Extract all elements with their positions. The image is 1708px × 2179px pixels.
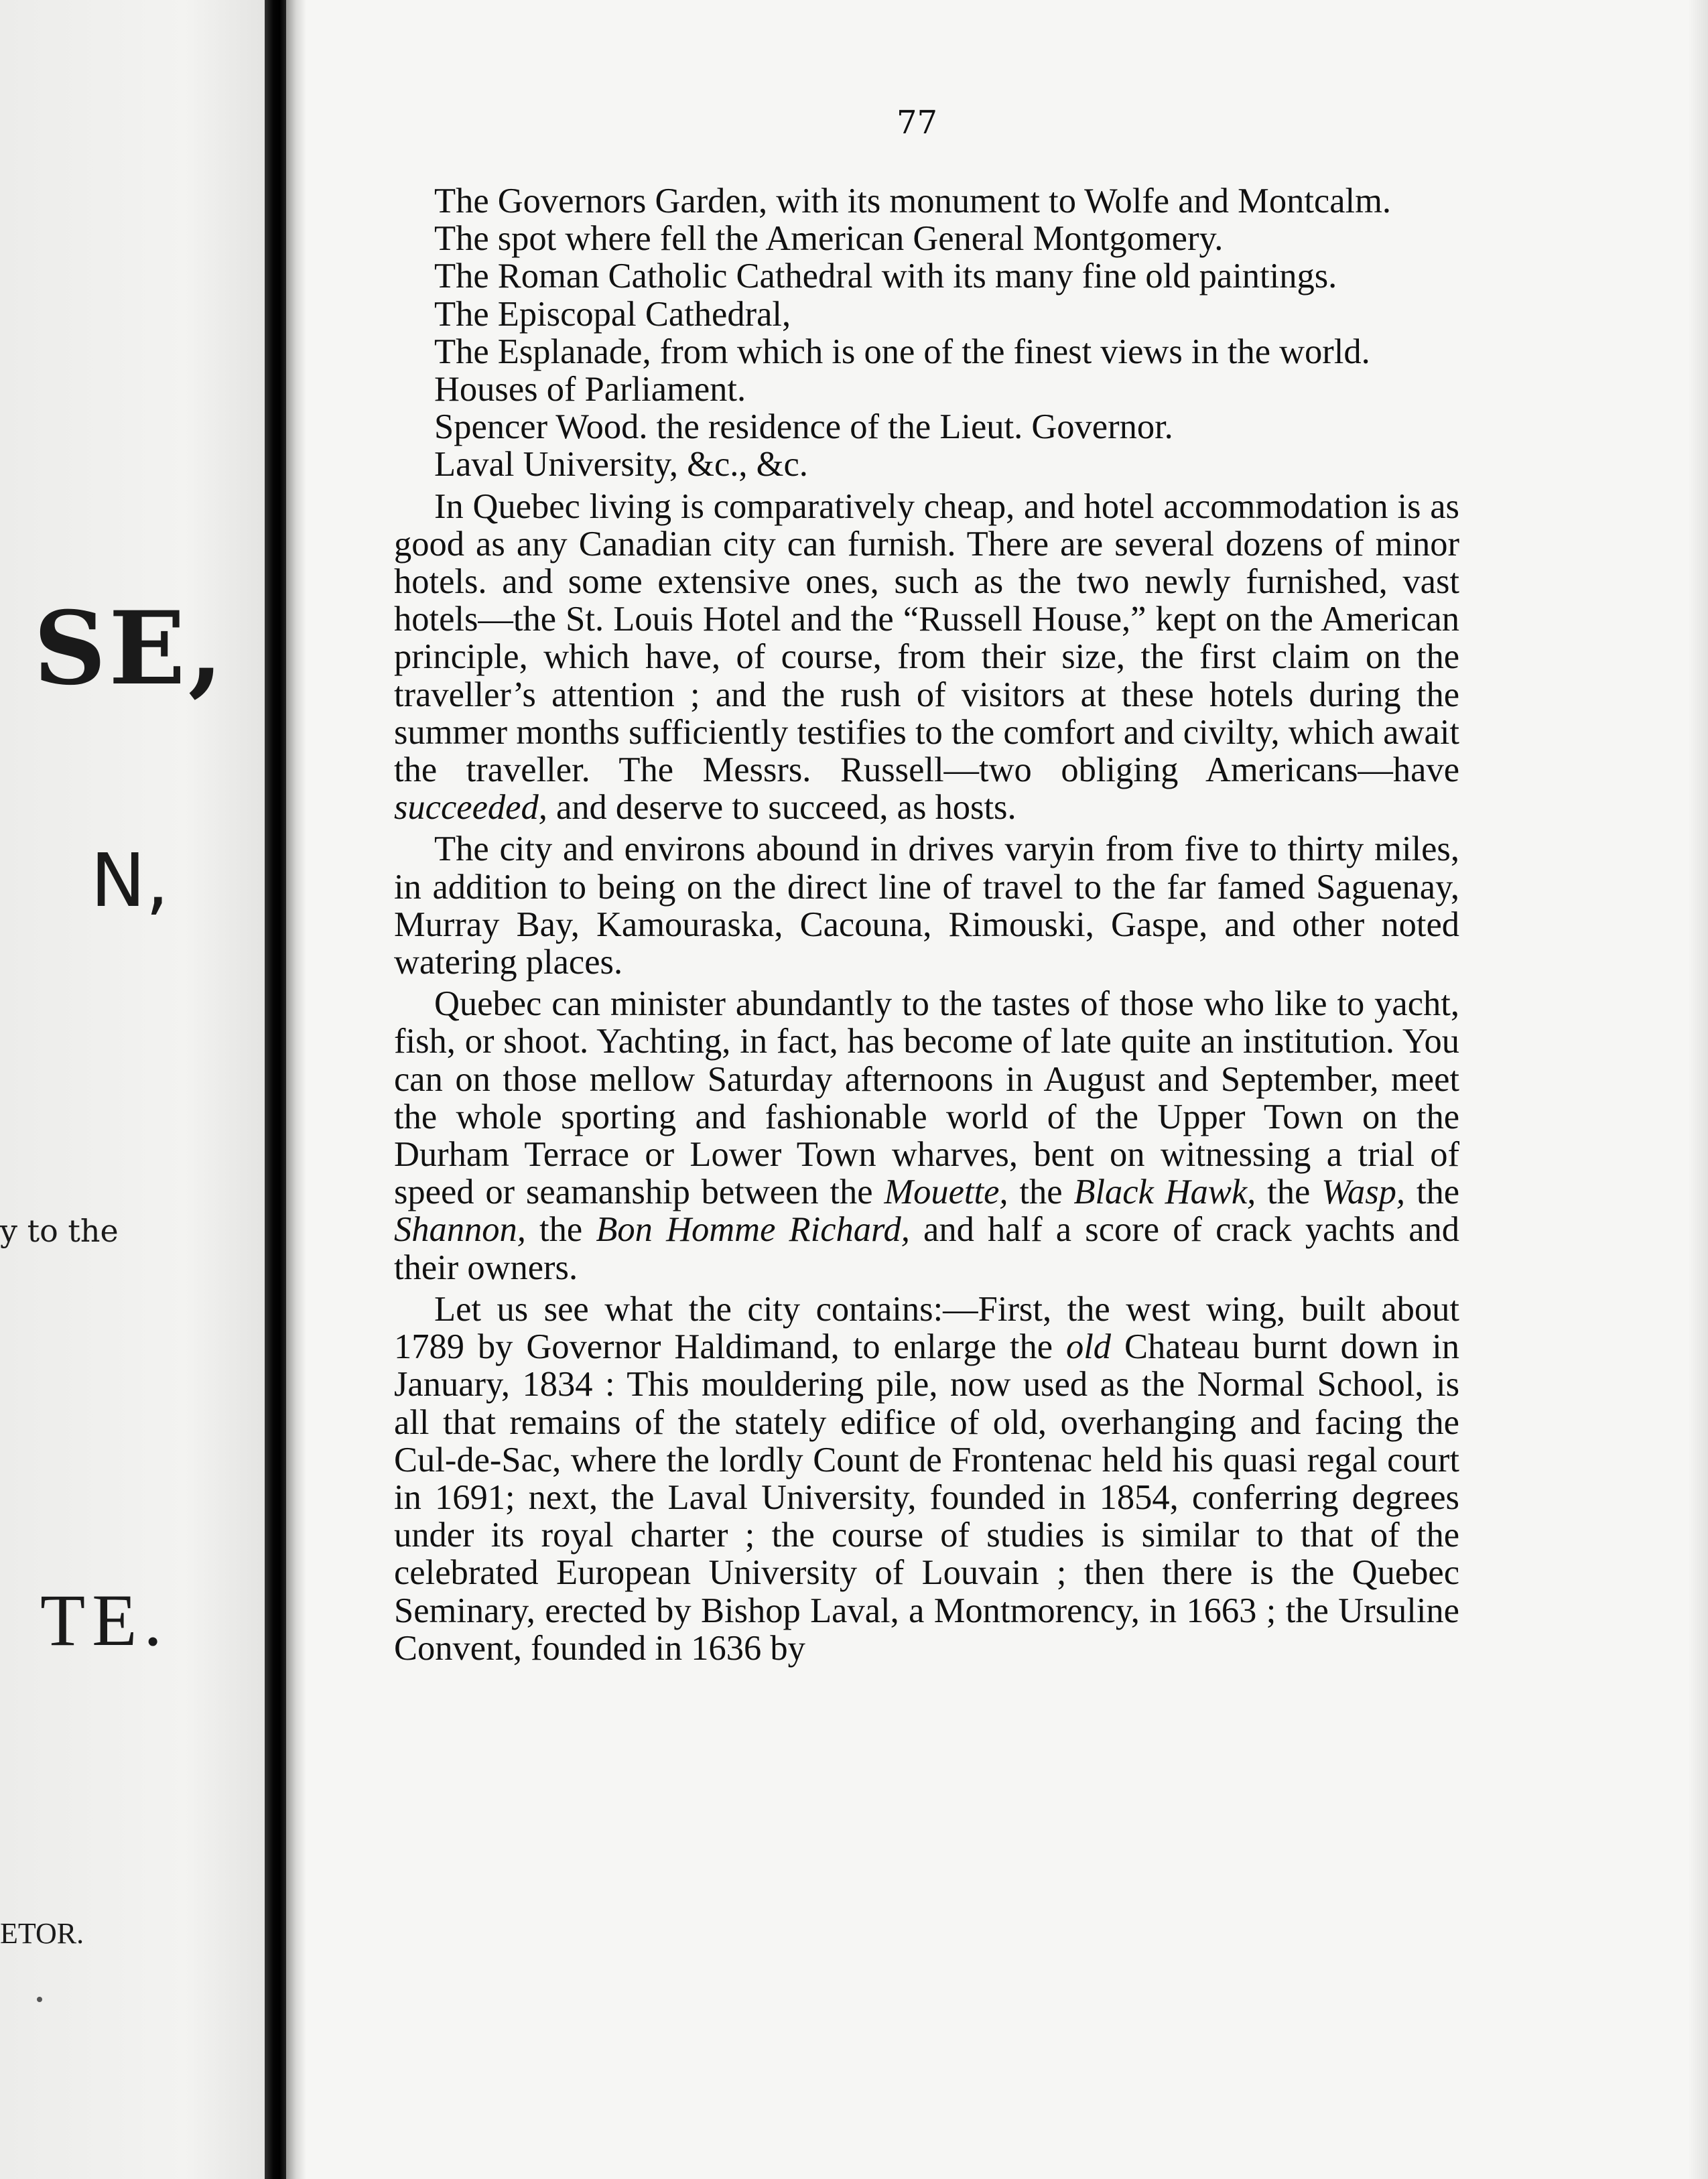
facing-page-fragment: ETOR. [0,1917,84,1950]
facing-page-fragment: y to the [0,1213,119,1249]
page-number: 77 [897,104,938,141]
paragraph-text: Quebec can minister abundantly to the tastes of those who like to yacht, fish, or shoot. Yachting, in fact, has become of late quite an institution. You can on those mellow Saturday afternoons in August and September, meet the whole sporting and fashionable world of the Upper Town on the Durham Terrace or Lower Town wharves, bent on witnessing a trial of speed or seamanship between the [394,984,1459,1212]
paragraph-living-costs [394,488,1459,827]
book-gutter [265,0,286,2179]
page-body [394,182,1459,1667]
yacht-name: Black Hawk, [1073,1173,1256,1212]
paragraph-yachting [394,985,1459,1286]
facing-page [0,0,265,2179]
paragraph-text: the [539,1210,583,1250]
ink-speck [37,1997,42,2002]
list-item: The Esplanade, from which is one of the finest views in the world. [434,332,1370,371]
paragraph-text: Let us see what the city contains:—First, the west wing, built about 1789 by Governor Haldimand, to enlarge the [394,1289,1459,1367]
paragraph-text: In Quebec living is comparatively cheap, and hotel accommodation is as good as any Canadian city can furnish. There are several dozens of minor hotels. and some extensive ones, such as the two newly furnished, vast hotels—the St. Louis Hotel and the “Russell House,” kept on the American principle, which have, of course, from their size, the first claim on the traveller’s attention ; and the rush of visitors at these hotels during the summer months sufficiently testifies to the comfort and civilty, which await the traveller. The Messrs. Russell—two obliging Americans—have [394,486,1459,790]
paragraph-text: the [1416,1173,1460,1212]
paragraph-text: Chateau burnt down in January, 1834 : This mouldering pile, now used as the Normal School, is all that remains of the stately edifice of old, overhanging and facing the Cul-de-Sac, where the lordly Count de Frontenac held his quasi regal court in 1691; next, the Laval University, founded in 1854, conferring degrees under its royal charter ; the course of studies is similar to that of the celebrated European University of Louvain ; then there is the Quebec Seminary, erected by Bishop Laval, a Montmorency, in 1663 ; the Ursuline Convent, founded in 1636 by [394,1327,1459,1668]
list-item: Laval University, &c., &c. [434,445,808,484]
yacht-name: Shannon, [394,1210,526,1250]
list-item: The Episcopal Cathedral, [434,294,791,334]
yacht-name: Mouette, [884,1173,1008,1212]
list-item: The Governors Garden, with its monument to Wolfe and Montcalm. [434,182,1392,220]
facing-page-fragment: TE. [40,1579,169,1661]
list-item: Spencer Wood. the residence of the Lieut. Governor. [434,407,1173,447]
gutter-shadow [286,0,306,2179]
emphasis: old [1065,1327,1112,1367]
list-item: The spot where fell the American General Montgomery. [434,219,1224,259]
yacht-name: Bon Homme Richard, [596,1210,910,1250]
list-item: Houses of Parliament. [434,370,746,409]
paragraph-drives: The city and environs abound in drives varyin from five to thirty miles, in addition to being on the direct line of travel to the far famed Saguenay, Murray Bay, Kamouraska, Cacouna, Rimouski, Gaspe, and other noted watering places. [394,830,1459,982]
facing-page-fragment: SE, [34,590,226,708]
yacht-name: Wasp, [1321,1173,1406,1212]
page-edge-shadow [1688,0,1708,2179]
paragraph-text: and half a score of crack yachts and their owners. [394,1210,1460,1287]
paragraph-text: the [1019,1173,1063,1212]
paragraph-city-contents [394,1291,1459,1667]
emphasis: succeeded, [394,788,547,828]
paragraph-text: the [1267,1173,1311,1212]
list-item: The Roman Catholic Cathedral with its many fine old paintings. [434,257,1337,296]
facing-page-fragment: N, [90,838,170,923]
paragraph-text: and deserve to succeed, as hosts. [555,788,1016,828]
